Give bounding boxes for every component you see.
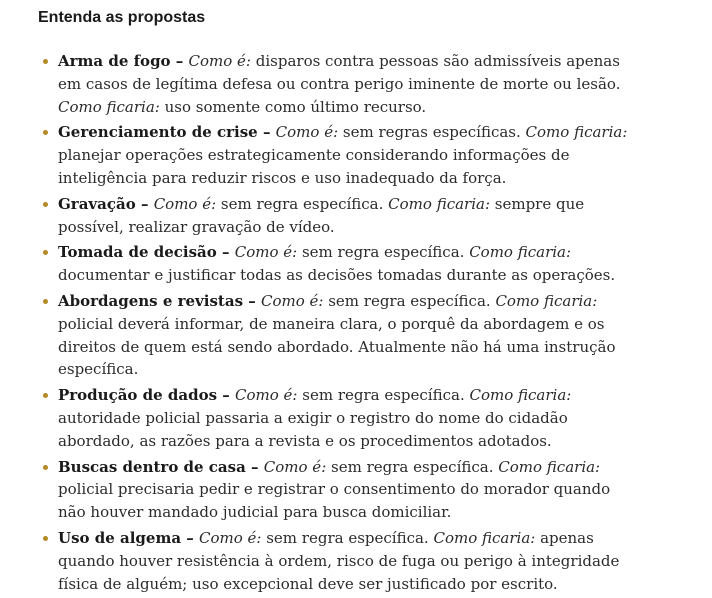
term-text: Gravação: [58, 194, 136, 213]
list-item: [38, 193, 628, 239]
item-term: [58, 52, 189, 70]
bullet-icon: [43, 202, 48, 207]
term-separator: –: [257, 123, 276, 142]
section-heading: Entenda as propostas: [38, 9, 206, 26]
term-separator: –: [243, 291, 261, 310]
proposed-rule-label: Como ficaria:: [498, 457, 601, 476]
item-term: [58, 123, 276, 141]
proposed-rule-label: Como ficaria:: [433, 528, 536, 547]
bullet-icon: [43, 250, 48, 255]
proposed-rule-text: documentar e justificar todas as decisões tomadas durante as operações.: [58, 266, 616, 285]
term-text: Gerenciamento de crise: [58, 123, 258, 142]
item-term: [58, 458, 264, 476]
article: [38, 8, 688, 598]
current-rule-label: Como é:: [234, 243, 298, 262]
proposed-rule-text: uso somente como último recurso.: [159, 97, 427, 116]
current-rule-label: Como é:: [188, 52, 251, 70]
item-term: [58, 243, 235, 261]
current-rule-label: Como é:: [153, 194, 217, 213]
proposed-rule-label: Como ficaria:: [469, 243, 572, 262]
current-rule-text: sem regra específica.: [216, 194, 389, 213]
proposed-rule-text: planejar operações estrategicamente considerando informações de inteligência para reduzir riscos e uso inadequado da força.: [58, 146, 570, 187]
bullet-icon: [43, 59, 48, 64]
term-text: Buscas dentro de casa: [58, 457, 246, 476]
proposed-rule-label: Como ficaria:: [388, 194, 491, 213]
term-text: Uso de algema: [58, 528, 182, 547]
proposed-rule-text: autoridade policial passaria a exigir o registro do nome do cidadão abordado, as razões para a revista e os procedimentos adotados.: [58, 408, 568, 450]
term-separator: –: [181, 528, 199, 547]
list-item: [38, 241, 628, 287]
term-text: Produção de dados: [58, 386, 218, 405]
proposed-rule-text: sempre que possível, realizar gravação de vídeo.: [58, 194, 585, 236]
current-rule-label: Como é:: [263, 457, 327, 476]
list-item: [38, 456, 628, 524]
list-item: [38, 290, 628, 381]
bullet-icon: [43, 130, 48, 135]
item-term: [58, 195, 154, 213]
proposed-rule-text: policial deverá informar, de maneira clara, o porquê da abordagem e os direitos de quem está sendo abordado. Atualmente não há uma instrução específica.: [58, 314, 616, 379]
item-term: [58, 529, 199, 547]
current-rule-label: Como é:: [199, 528, 262, 547]
term-separator: –: [170, 52, 189, 70]
current-rule-text: disparos contra pessoas são admissíveis apenas em casos de legítima defesa ou contra perigo iminente de morte ou lesão.: [58, 52, 621, 93]
item-term: [58, 386, 235, 404]
current-rule-text: sem regra específica.: [323, 291, 496, 310]
proposed-rule-text: apenas quando houver resistência à ordem, risco de fuga ou perigo à integridade física de alguém; uso excepcional deve ser justificado por escrito.: [58, 528, 620, 593]
item-term: [58, 292, 261, 310]
list-item: [38, 384, 628, 452]
current-rule-text: sem regra específica.: [261, 528, 434, 547]
term-text: Tomada de decisão: [58, 243, 217, 262]
list-item: [38, 527, 628, 595]
proposed-rule-label: Como ficaria:: [469, 386, 572, 405]
term-separator: –: [216, 243, 235, 262]
bullet-icon: [43, 393, 48, 398]
term-text: Abordagens e revistas: [58, 291, 244, 310]
proposed-rule-text: policial precisaria pedir e registrar o consentimento do morador quando não houver mandado judicial para busca domiciliar.: [58, 480, 611, 522]
current-rule-text: sem regras específicas.: [338, 123, 526, 142]
current-rule-label: Como é:: [260, 291, 324, 310]
term-separator: –: [217, 386, 236, 405]
current-rule-text: sem regra específica.: [297, 243, 470, 262]
current-rule-text: sem regra específica.: [326, 457, 499, 476]
term-separator: –: [245, 457, 264, 476]
list-item: [38, 121, 628, 189]
proposed-rule-label: Como ficaria:: [525, 123, 628, 142]
bullet-icon: [43, 536, 48, 541]
proposed-rule-label: Como ficaria:: [495, 291, 598, 310]
bullet-icon: [43, 299, 48, 304]
current-rule-label: Como é:: [275, 123, 339, 142]
current-rule-label: Como é:: [235, 386, 298, 405]
proposed-rule-label: Como ficaria:: [58, 97, 160, 116]
list-item: [38, 50, 628, 118]
current-rule-text: sem regra específica.: [297, 386, 470, 405]
bullet-icon: [43, 465, 48, 470]
term-text: Arma de fogo: [58, 52, 171, 70]
proposals-list: [38, 50, 688, 595]
term-separator: –: [135, 194, 154, 213]
